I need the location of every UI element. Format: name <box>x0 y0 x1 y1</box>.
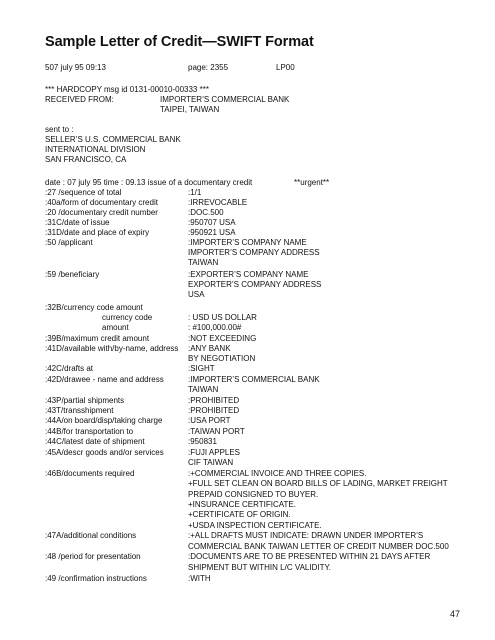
field-label: :40a/form of documentary credit <box>45 198 158 207</box>
field-label: :41D/available with/by-name, address <box>45 344 179 353</box>
field-value: :IRREVOCABLE <box>188 198 248 207</box>
field-value: :WITH <box>188 574 211 583</box>
field-value: : #100,000.00# <box>188 323 242 332</box>
field-label: :43T/transshipment <box>45 406 114 415</box>
field-value: :EXPORTER’S COMPANY NAME <box>188 270 309 279</box>
field-value: :+COMMERCIAL INVOICE AND THREE COPIES. <box>188 469 367 478</box>
field-value: PREPAID CONSIGNED TO BUYER. <box>188 490 319 499</box>
field-value: :NOT EXCEEDING <box>188 334 257 343</box>
field-label: :48 /period for presentation <box>45 552 141 561</box>
field-label: :43P/partial shipments <box>45 396 125 405</box>
date-line: date : 07 july 95 time : 09.13 issue of a documentary credit <box>45 178 253 187</box>
field-value: TAIWAN <box>188 258 219 267</box>
field-label: :49 /confirmation instructions <box>45 574 147 583</box>
field-value: :SIGHT <box>188 364 215 373</box>
field-label: :42D/drawee - name and address <box>45 375 164 384</box>
received-from-line: TAIPEI, TAIWAN <box>160 105 220 114</box>
field-value: +INSURANCE CERTIFICATE. <box>188 500 296 509</box>
field-value: +USDA INSPECTION CERTIFICATE. <box>188 521 322 530</box>
field-value: :USA PORT <box>188 416 231 425</box>
received-from-line: IMPORTER’S COMMERCIAL BANK <box>160 95 290 104</box>
field-sublabel: currency code <box>102 313 153 322</box>
page-number: 47 <box>450 609 461 619</box>
received-from-label: RECEIVED FROM: <box>45 95 114 104</box>
field-value: IMPORTER’S COMPANY ADDRESS <box>188 248 320 257</box>
field-value: +CERTIFICATE OF ORIGIN. <box>188 510 291 519</box>
field-value: :TAIWAN PORT <box>188 427 245 436</box>
field-value: :IMPORTER’S COMPANY NAME <box>188 238 307 247</box>
sent-to-line: SAN FRANCISCO, CA <box>45 155 127 164</box>
hardcopy-line: *** HARDCOPY msg id 0131-00010-00333 *** <box>45 85 209 94</box>
field-label: :44A/on board/disp/taking charge <box>45 416 163 425</box>
field-value: USA <box>188 290 205 299</box>
field-label: :45A/descr goods and/or services <box>45 448 164 457</box>
field-label: :39B/maximum credit amount <box>45 334 150 343</box>
field-value: :PROHIBITED <box>188 406 240 415</box>
header-code: LP00 <box>276 63 295 72</box>
field-value: CIF TAIWAN <box>188 458 234 467</box>
urgent-flag: **urgent** <box>294 178 330 187</box>
field-value: EXPORTER’S COMPANY ADDRESS <box>188 280 322 289</box>
field-value: +FULL SET CLEAN ON BOARD BILLS OF LADING, MARKET FREIGHT <box>188 479 448 488</box>
field-value: TAIWAN <box>188 385 219 394</box>
field-value: :950921 USA <box>188 228 236 237</box>
field-label: :32B/currency code amount <box>45 303 143 312</box>
field-label: :31C/date of issue <box>45 218 110 227</box>
field-label: :46B/documents required <box>45 469 135 478</box>
field-value: :+ALL DRAFTS MUST INDICATE: DRAWN UNDER IMPORTER’S <box>188 531 424 540</box>
field-value: :IMPORTER’S COMMERCIAL BANK <box>188 375 320 384</box>
field-label: :59 /beneficiary <box>45 270 100 279</box>
field-value: COMMERCIAL BANK TAIWAN LETTER OF CREDIT NUMBER DOC.500 <box>188 542 449 551</box>
header-page: page: 2355 <box>188 63 229 72</box>
field-label: :27 /sequence of total <box>45 188 122 197</box>
field-label: :47A/additional conditions <box>45 531 137 540</box>
field-value: :PROHIBITED <box>188 396 240 405</box>
field-value: :DOC.500 <box>188 208 224 217</box>
field-label: :42C/drafts at <box>45 364 94 373</box>
field-label: :44C/latest date of shipment <box>45 437 145 446</box>
field-value: :FUJI APPLES <box>188 448 241 457</box>
field-label: :20 /documentary credit number <box>45 208 158 217</box>
field-value: :DOCUMENTS ARE TO BE PRESENTED WITHIN 21 DAYS AFTER <box>188 552 431 561</box>
field-value: :950707 USA <box>188 218 236 227</box>
page-title: Sample Letter of Credit—SWIFT Format <box>45 34 314 50</box>
field-value: : USD US DOLLAR <box>188 313 257 322</box>
sent-to-line: SELLER’S U.S. COMMERCIAL BANK <box>45 135 181 144</box>
field-label: :50 /applicant <box>45 238 93 247</box>
field-label: :44B/for transportation to <box>45 427 134 436</box>
field-value: SHIPMENT BUT WITHIN L/C VALIDITY. <box>188 563 331 572</box>
sent-to-line: INTERNATIONAL DIVISION <box>45 145 146 154</box>
header-date-time: 507 july 95 09:13 <box>45 63 106 72</box>
field-value: :ANY BANK <box>188 344 231 353</box>
field-sublabel: amount <box>102 323 129 332</box>
field-label: :31D/date and place of expiry <box>45 228 150 237</box>
field-value: BY NEGOTIATION <box>188 354 256 363</box>
field-value: :1/1 <box>188 188 202 197</box>
sent-to-line: sent to : <box>45 125 74 134</box>
field-value: :950831 <box>188 437 217 446</box>
